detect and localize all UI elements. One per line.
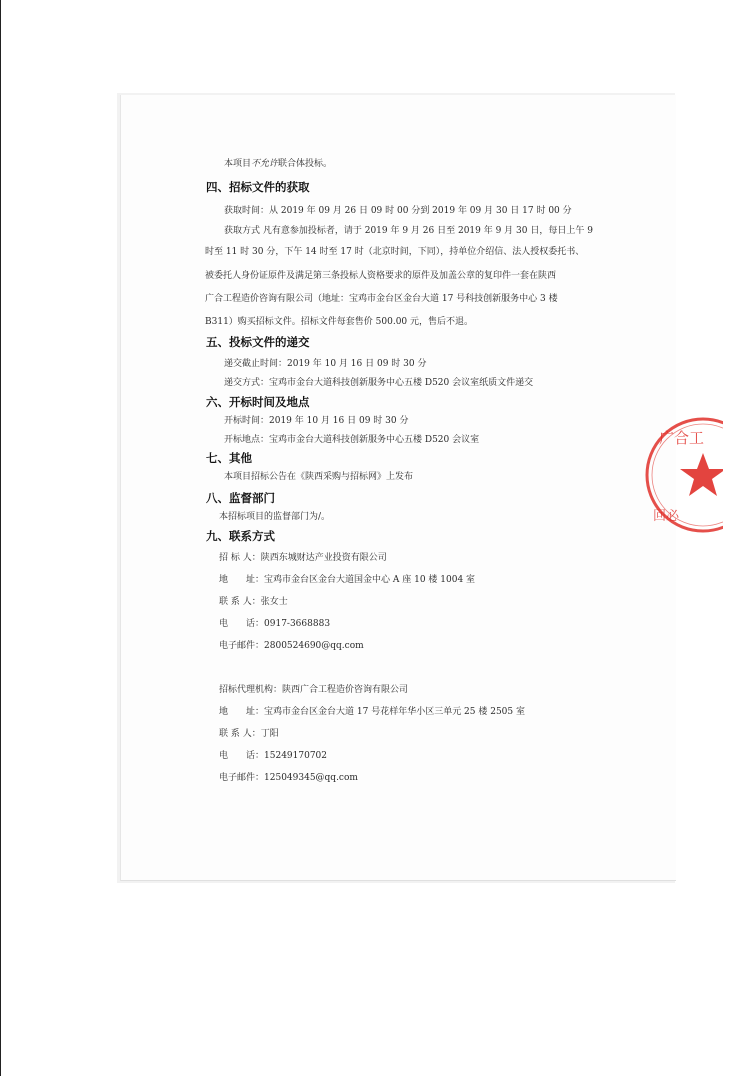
section4-method-line: 被委托人身份证原件及满足第三条投标人资格要求的原件及加盖公章的复印件一套在陕西 — [205, 271, 557, 281]
section8-text: 本招标项目的监督部门为/。 — [219, 512, 331, 522]
section4-method-line: 广合工程造价咨询有限公司（地址：宝鸡市金台区金台大道 17 号科技创新服务中心 3 楼 — [205, 294, 558, 304]
section6-place: 开标地点：宝鸡市金台大道科技创新服务中心五楼 D520 会议室 — [224, 435, 480, 445]
tenderer-address: 地 址：宝鸡市金台区金台大道国金中心 A 座 10 楼 1004 室 — [219, 575, 476, 585]
intro-line: 本项目不允许联合体投标。 — [224, 159, 333, 169]
agency-contact: 联 系 人：丁阳 — [219, 729, 279, 739]
section4-heading: 四、招标文件的获取 — [206, 180, 310, 194]
stamp-bottom-text: 回必 — [653, 509, 680, 524]
section6-heading: 六、开标时间及地点 — [206, 395, 310, 409]
section4-method-line: 时至 11 时 30 分，下午 14 时至 17 时（北京时间，下同），持单位介绍信、法人授权委托书、 — [205, 247, 585, 257]
tenderer-phone: 电 话：0917-3668883 — [219, 619, 331, 629]
tenderer-contact: 联 系 人：张女士 — [219, 597, 288, 607]
agency-email: 电子邮件：125049345@qq.com — [219, 773, 358, 783]
section7-heading: 七、其他 — [206, 451, 252, 465]
section5-deadline: 递交截止时间：2019 年 10 月 16 日 09 时 30 分 — [224, 359, 427, 369]
section7-text: 本项目招标公告在《陕西采购与招标网》上发布 — [224, 472, 414, 482]
section8-heading: 八、监督部门 — [206, 491, 275, 505]
section4-method-line: 获取方式 凡有意参加投标者，请于 2019 年 9 月 26 日至 2019 年 9 月 30 日，每日上午 9 — [224, 226, 593, 236]
section4-method-line: B311）购买招标文件。招标文件每套售价 500.00 元，售后不退。 — [205, 317, 474, 327]
section5-method: 递交方式：宝鸡市金台大道科技创新服务中心五楼 D520 会议室纸质文件递交 — [224, 378, 534, 388]
tenderer-email: 电子邮件：2800524690@qq.com — [219, 641, 364, 651]
section5-heading: 五、投标文件的递交 — [206, 335, 310, 349]
agency-name: 招标代理机构：陕西广合工程造价咨询有限公司 — [219, 685, 409, 695]
section9-heading: 九、联系方式 — [206, 529, 275, 543]
company-seal-stamp — [633, 410, 723, 540]
stamp-top-text: 广合工 — [659, 429, 705, 447]
agency-phone: 电 话：15249170702 — [219, 751, 328, 761]
section4-time: 获取时间：从 2019 年 09 月 26 日 09 时 00 分到 2019 年 09 月 30 日 17 时 00 分 — [224, 206, 572, 216]
agency-address: 地 址：宝鸡市金台区金台大道 17 号花样年华小区三单元 25 楼 2505 室 — [219, 707, 525, 717]
document-page — [120, 95, 705, 881]
tenderer-name: 招 标 人：陕西东城财达产业投资有限公司 — [219, 553, 387, 563]
left-edge-rule — [0, 0, 1, 1076]
section6-time: 开标时间：2019 年 10 月 16 日 09 时 30 分 — [224, 416, 409, 426]
